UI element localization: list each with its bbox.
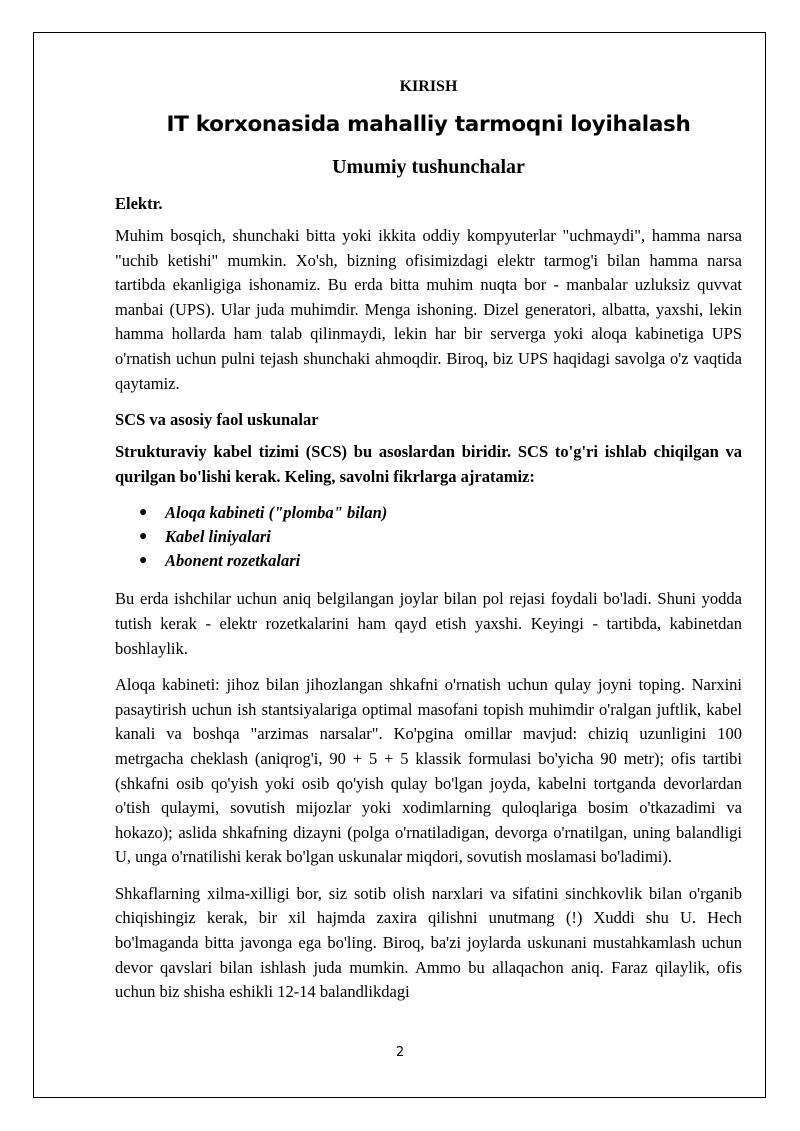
bullet-icon: ● bbox=[139, 553, 148, 569]
scs-paragraph: Strukturaviy kabel tizimi (SCS) bu asoslardan biridir. SCS to'g'ri ishlab chiqilgan va qurilgan bo'lishi kerak. Keling, savolni fikrlarga ajratamiz: bbox=[115, 442, 742, 486]
list-item-text: Kabel liniyalari bbox=[165, 527, 271, 547]
list-item bbox=[135, 501, 742, 525]
scs-heading: SCS va asosiy faol uskunalar bbox=[115, 410, 319, 430]
bullet-icon: ● bbox=[139, 505, 148, 521]
document-subtitle: Umumiy tushunchalar bbox=[332, 156, 525, 178]
section-heading: KIRISH bbox=[399, 78, 458, 95]
shelves-paragraph: Shkaflarning xilma-xilligi bor, siz sotib olish narxlari va sifatini sinchkovlik bilan o'rganib chiqishingiz kerak, bir xil hajmda zaxira qilishni unutmang (!) Xuddi shu U. Hech bo'lmaganda bitta javonga ega bo'ling. Biroq, ba'zi joylarda uskunani mustahkamlash uchun devor qavslari bilan ishlash juda mumkin. Ammo bu allaqachon aniq. Faraz qilaylik, ofis uchun biz shisha eshikli 12-14 balandlikdagi bbox=[115, 883, 742, 1002]
plan-paragraph: Bu erda ishchilar uchun aniq belgilangan joylar bilan pol rejasi foydali bo'ladi. Shuni yodda tutish kerak - elektr rozetkalarini ham qayd etish yaxshi. Keyingi - tartibda, kabinetdan boshlaylik. bbox=[115, 589, 742, 658]
bullet-icon: ● bbox=[139, 529, 148, 545]
elektr-paragraph: Muhim bosqich, shunchaki bitta yoki ikkita oddiy kompyuterlar "uchmaydi", hamma narsa "uchib ketishi" mumkin. Xo'sh, bizning ofisimizdagi elektr tarmog'i bilan hamma narsa tartibda ekanligiga ishonamiz. Bu erda bitta muhim nuqta bor - manbalar uzluksiz quvvat manbai (UPS). Ular juda muhimdir. Menga ishoning. Dizel generatori, albatta, yaxshi, lekin hamma hollarda ham talab qilinmaydi, lekin har bir serverga yoki aloqa kabinetiga UPS o'rnatish uchun pulni tejash shunchaki ahmoqdir. Biroq, biz UPS haqidagi savolga o'z vaqtida qaytamiz. bbox=[115, 226, 742, 393]
cabinet-paragraph: Aloqa kabineti: jihoz bilan jihozlangan shkafni o'rnatish uchun qulay joyni toping. Narxini pasaytirish uchun ish stantsiyalariga optimal masofani topish muhimdir o'ralgan juftlik, kabel kanali va boshqa "arzimas narsalar". Ko'pgina omillar mavjud: chiziq uzunligini 100 metrgacha cheklash (aniqrog'i, 90 + 5 + 5 klassik formulasi bo'yicha 90 metr); ofis tartibi (shkafni osib qo'yish yoki osib qo'yish qulay bo'lgan joyda, kabelni tortganda devorlardan o'tish qulaymi, sovutish mijozlar yoki xodimlarning quloqlariga bosim o'tkazadimi va hokazo); aslida shkafning dizayni (polga o'rnatiladigan, devorga o'rnatilgan, uning balandligi U, unga o'rnatilishi kerak bo'lgan uskunalar miqdori, sovutish moslamasi bo'ladimi). bbox=[115, 675, 742, 867]
list-item bbox=[135, 525, 742, 549]
bullet-list bbox=[115, 501, 742, 573]
list-item-text: Aloqa kabineti ("plomba" bilan) bbox=[165, 503, 388, 523]
list-item-text: Abonent rozetkalari bbox=[165, 551, 301, 571]
document-title: IT korxonasida mahalliy tarmoqni loyihalash bbox=[166, 112, 691, 137]
page-number: 2 bbox=[395, 1045, 405, 1060]
list-item bbox=[135, 549, 742, 573]
document-body bbox=[115, 74, 742, 1017]
elektr-heading: Elektr. bbox=[115, 194, 163, 213]
